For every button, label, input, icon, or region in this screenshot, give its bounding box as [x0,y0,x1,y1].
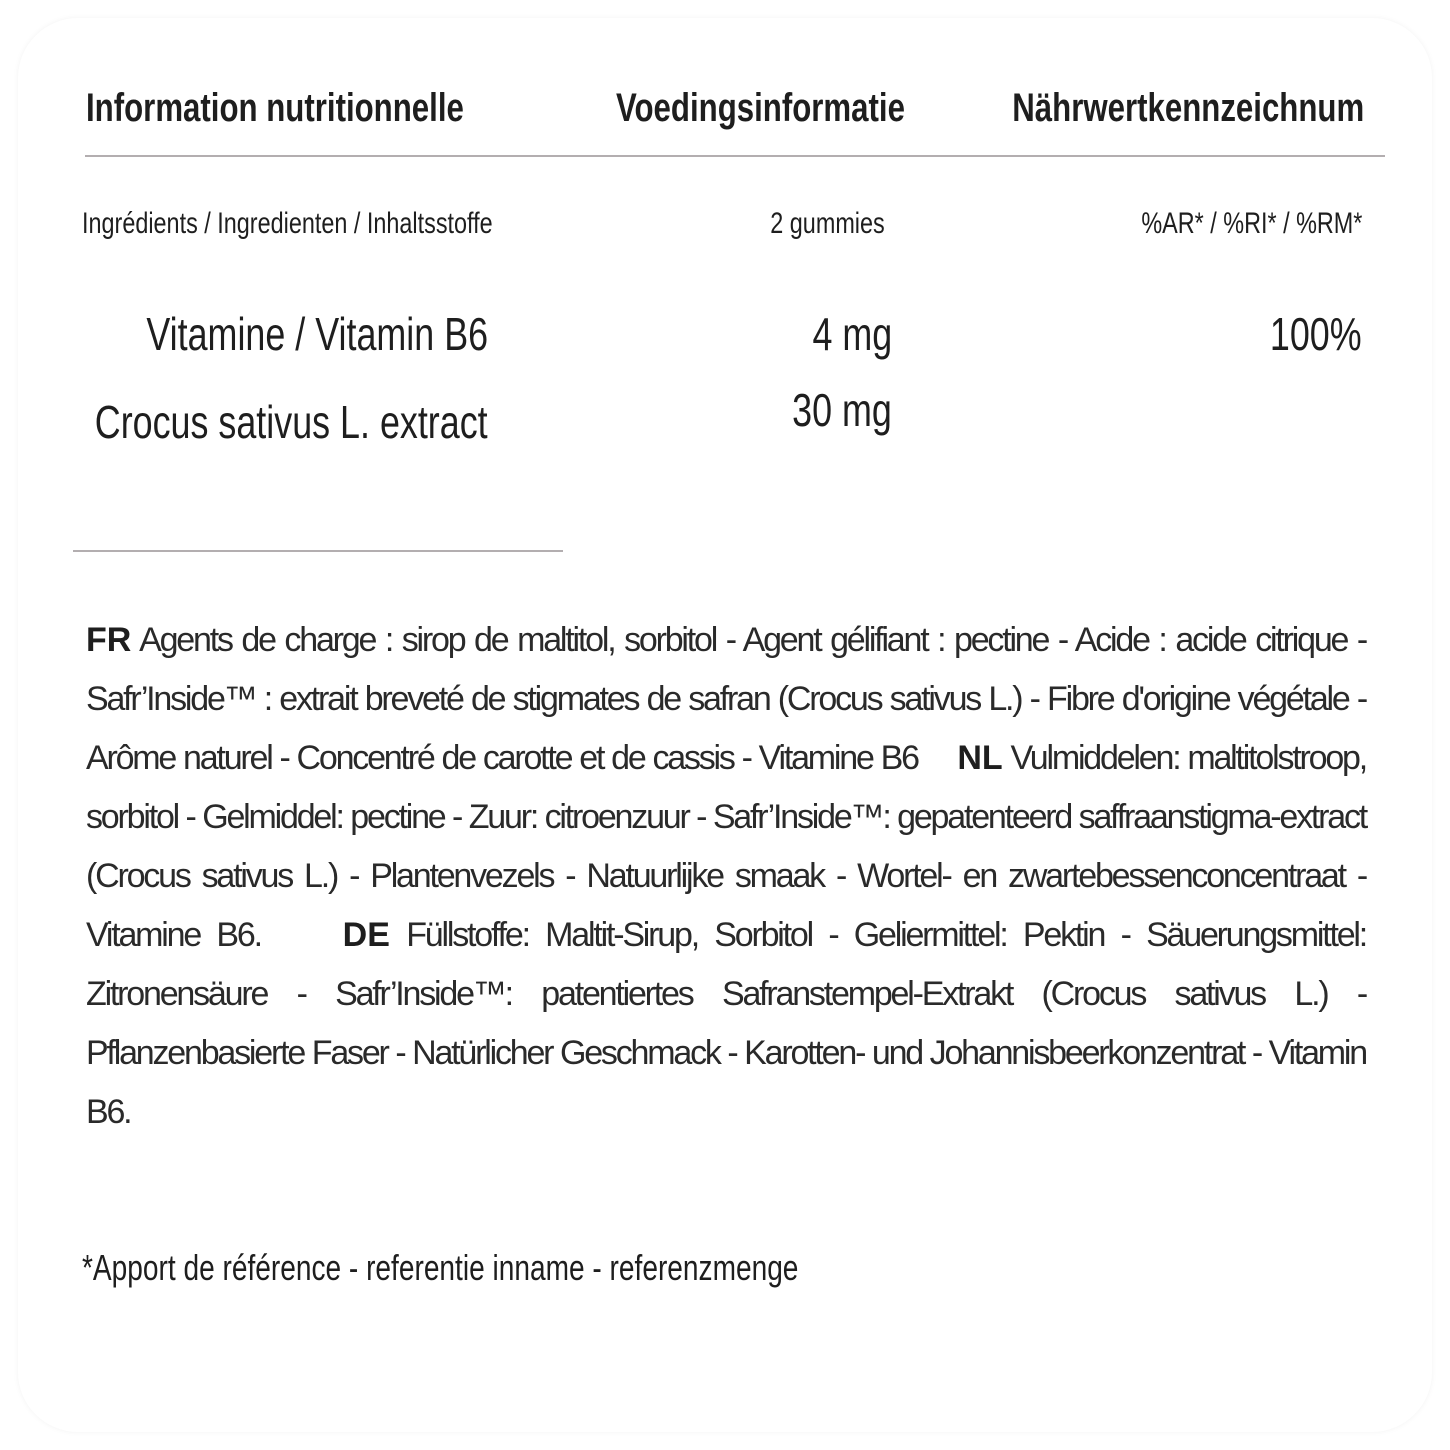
subheader-reference: %AR* / %RI* / %RM* [1140,207,1362,240]
lang-code-de: DE [342,916,390,954]
ingredients-paragraph [86,611,1366,1142]
section-divider [73,550,563,552]
header-nl: Voedingsinformatie [616,86,905,130]
footnote: *Apport de référence - referentie inname - referenzmenge [82,1247,799,1288]
row-crocus-name: Crocus sativus L. extract [95,396,488,448]
lang-code-fr: FR [86,621,132,659]
row-vitamin-b6-percent: 100% [1270,308,1362,360]
subheader-serving: 2 gummies [770,207,885,240]
row-crocus-amount: 30 mg [792,384,892,436]
ingredients-de: Füllstoffe: Maltit-Sirup, Sorbitol - Geliermittel: Pektin - Säuerungsmittel: Zitronensäure - Safr’Inside™: patentiertes Safranstempel-Extrakt (Crocus sativus L.) - Pflanzenbasierte Faser - Natürlicher Geschmack - Karotten- und Johannisbeerkonzentrat - Vitamin B6. [86,916,1366,1131]
header-divider [85,155,1385,157]
row-vitamin-b6-name: Vitamine / Vitamin B6 [146,308,488,360]
header-fr: Information nutritionnelle [86,86,464,130]
subheader-ingredients: Ingrédients / Ingredienten / Inhaltsstoffe [82,207,493,240]
header-de: Nährwertkennzeichnum [1012,86,1364,130]
row-vitamin-b6-amount: 4 mg [812,308,892,360]
lang-code-nl: NL [957,739,1003,777]
ingredients-fr: Agents de charge : sirop de maltitol, sorbitol - Agent gélifiant : pectine - Acide : acide citrique - Safr’Inside™ : extrait breveté de stigmates de safran (Crocus sativus L.) - Fibre d'origine végétale - Arôme naturel - Concentré de carotte et de cassis - Vitamine B6 [86,621,1366,777]
ingredients-nl: Vulmiddelen: maltitolstroop, sorbitol - Gelmiddel: pectine - Zuur: citroenzuur - Safr’Inside™: gepatenteerd saffraanstigma-extract (Crocus sativus L.) - Plantenvezels - Natuurlijke smaak - Wortel- en zwartebessenconcentraat - Vitamine B6. [86,739,1366,954]
